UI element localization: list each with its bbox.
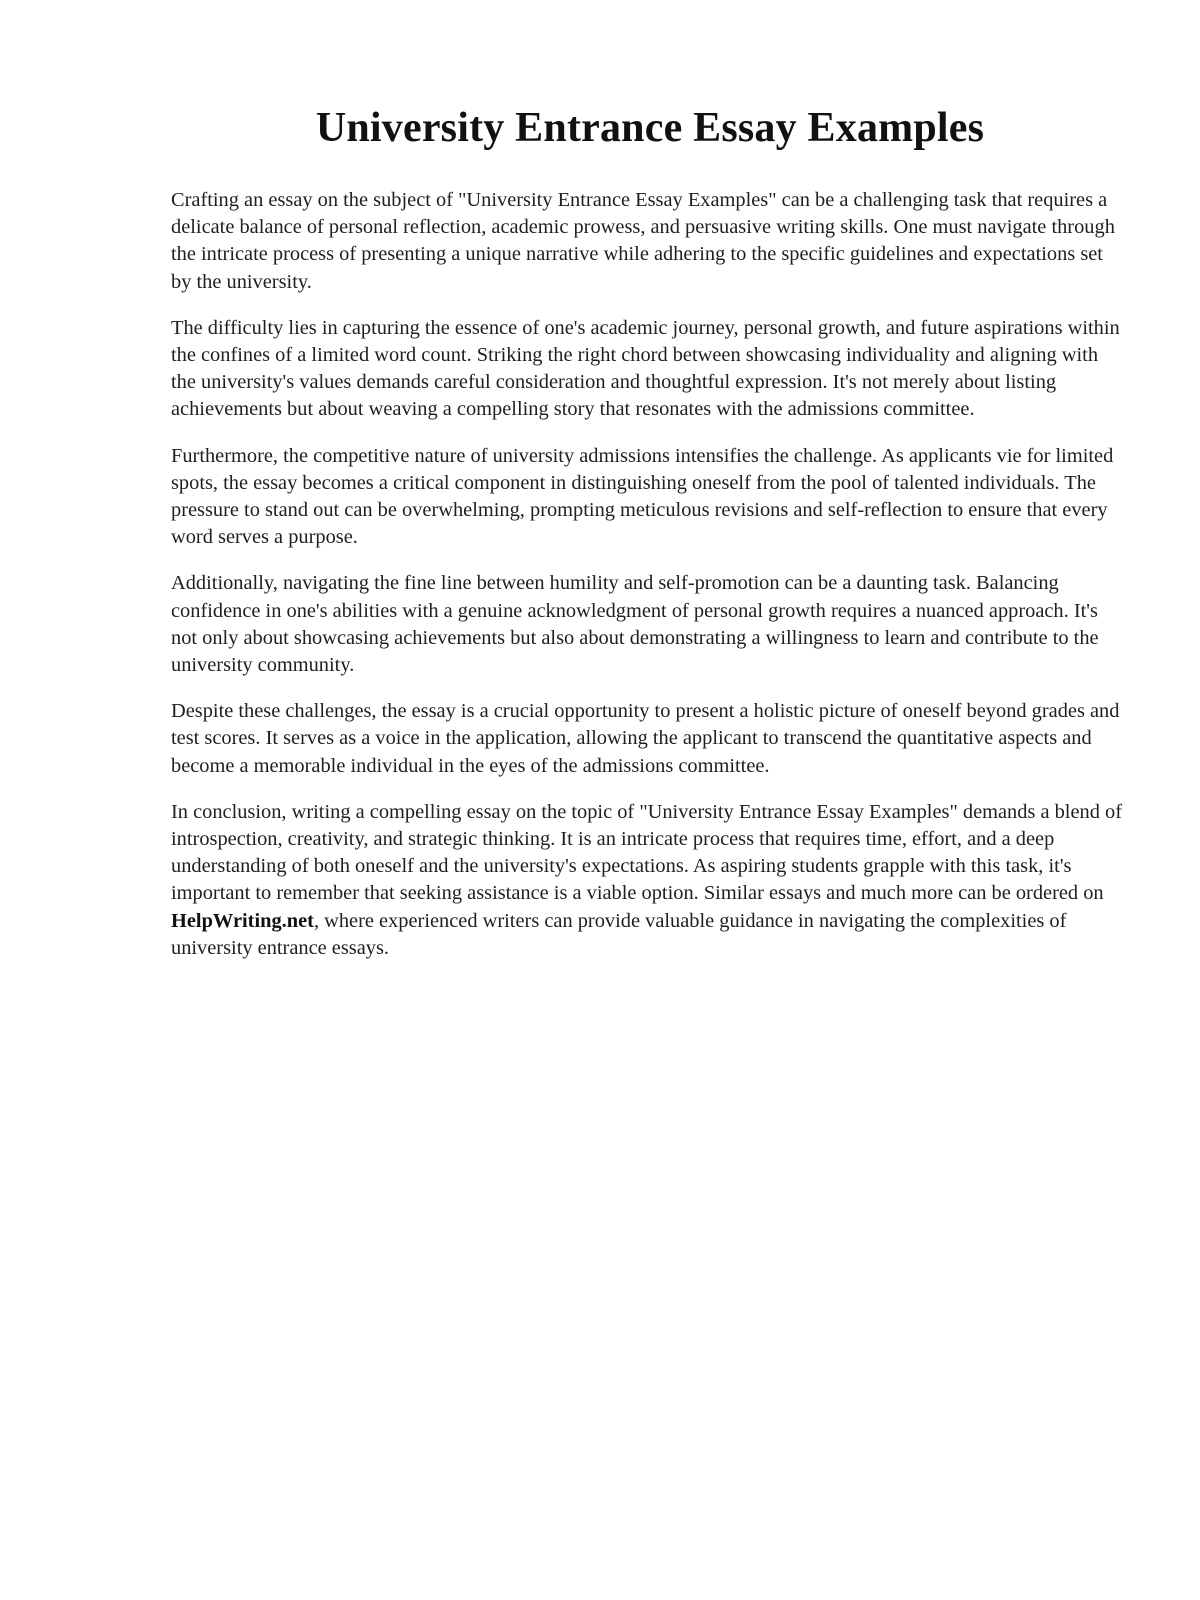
paragraph-opportunity: Despite these challenges, the essay is a crucial opportunity to present a holistic picture of oneself beyond grades and test scores. It serves as a voice in the application, allowing the applicant to transcend the quantitative aspects and become a memorable individual in the eyes of the admissions committee. (171, 700, 1120, 777)
paragraph-difficulty: The difficulty lies in capturing the essence of one's academic journey, personal growth, and future aspirations within the confines of a limited word count. Striking the right chord between showcasing individuality and aligning with the university's values demands careful consideration and thoughtful expression. It's not merely about listing achievements but about weaving a compelling story that resonates with the admissions committee. (171, 316, 1120, 421)
paragraph-conclusion (171, 799, 1126, 962)
paragraph-competition: Furthermore, the competitive nature of university admissions intensifies the challenge. As applicants vie for limited spots, the essay becomes a critical component in distinguishing oneself from the pool of talented individuals. The pressure to stand out can be overwhelming, prompting meticulous revisions and self-reflection to ensure that every word serves a purpose. (171, 444, 1114, 549)
page-title: University Entrance Essay Examples (315, 105, 985, 151)
conclusion-text-start: In conclusion, writing a compelling essay on the topic of "University Entrance Essay Examples" demands a blend of introspection, creativity, and strategic thinking. It is an intricate process that requires time, effort, and a deep understanding of both oneself and the university's expectations. As aspiring students grapple with this task, it's important to remember that seeking assistance is a viable option. Similar essays and much more can be ordered on (171, 800, 1122, 905)
conclusion-text-end: , where experienced writers can provide valuable guidance in navigating the complexities of university entrance essays. (171, 909, 1067, 959)
brand-name: HelpWriting.net (171, 909, 314, 932)
essay-body (171, 187, 1126, 981)
paragraph-intro: Crafting an essay on the subject of "University Entrance Essay Examples" can be a challenging task that requires a delicate balance of personal reflection, academic prowess, and persuasive writing skills. One must navigate through the intricate process of presenting a unique narrative while adhering to the specific guidelines and expectations set by the university. (171, 189, 1115, 293)
paragraph-humility: Additionally, navigating the fine line between humility and self-promotion can be a daunting task. Balancing confidence in one's abilities with a genuine acknowledgment of personal growth requires a nuanced approach. It's not only about showcasing achievements but also about demonstrating a willingness to learn and contribute to the university community. (171, 572, 1099, 677)
